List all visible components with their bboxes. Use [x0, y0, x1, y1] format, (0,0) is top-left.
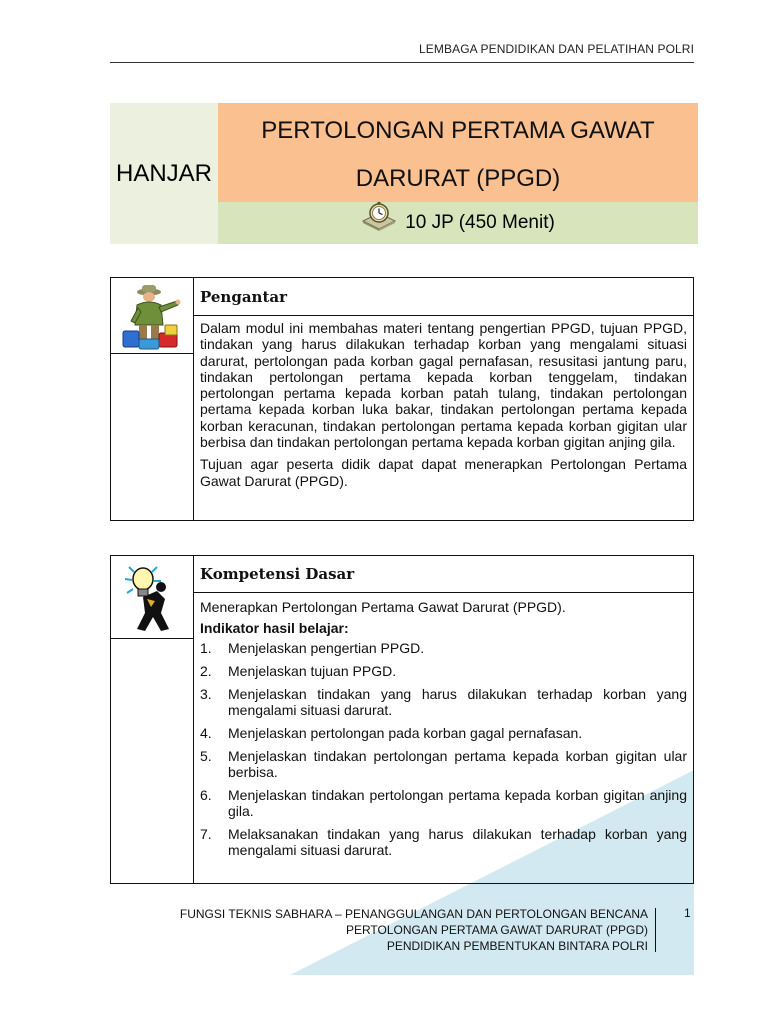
kompetensi-heading: Kompetensi Dasar	[194, 556, 693, 593]
kompetensi-content	[194, 599, 693, 865]
title-block	[110, 103, 698, 244]
module-title	[218, 103, 698, 202]
footer-line-2: PERTOLONGAN PERTAMA GAWAT DARURAT (PPGD)	[345, 923, 648, 937]
footer-divider	[655, 908, 656, 952]
lightbulb-idea-icon	[111, 556, 193, 639]
list-item: 6. Menjelaskan tindakan pertolongan pertama kepada korban gigitan anjing gila.	[200, 787, 687, 819]
pengantar-heading: Pengantar	[194, 278, 693, 316]
module-title-line1: PERTOLONGAN PERTAMA GAWAT	[261, 116, 655, 144]
list-item: 2. Menjelaskan tujuan PPGD.	[200, 663, 397, 679]
list-item: 5. Menjelaskan tindakan pertolongan pertama kepada korban gigitan ular berbisa.	[200, 748, 687, 780]
page-number: 1	[684, 906, 691, 920]
duration-row	[218, 202, 698, 244]
pengantar-paragraph-2: Tujuan agar peserta didik dapat dapat menerapkan Pertolongan Pertama Gawat Darurat (PPGD).	[200, 456, 687, 489]
page-footer	[150, 906, 648, 954]
footer-line-1: FUNGSI TEKNIS SABHARA – PENANGGULANGAN DAN PERTOLONGAN BENCANA	[179, 907, 648, 921]
list-item: 7. Melaksanakan tindakan yang harus dilakukan terhadap korban yang mengalami situasi darurat.	[200, 826, 687, 858]
institution-header: LEMBAGA PENDIDIKAN DAN PELATIHAN POLRI	[419, 42, 694, 56]
module-title-line2: DARURAT (PPGD)	[355, 164, 561, 192]
hanjar-label: HANJAR	[110, 103, 218, 244]
list-item: 4. Menjelaskan pertolongan pada korban gagal pernafasan.	[200, 725, 583, 741]
indicator-list	[200, 640, 687, 858]
pengantar-paragraph-1: Dalam modul ini membahas materi tentang pengertian PPGD, tujuan PPGD, tindakan yang harus dilakukan terhadap korban yang mengalami situasi darurat, pertolongan pada korban gagal pernafasan, resusitasi jantung paru, tindakan pertolongan pertama kepada korban tenggelam, tindakan pertolongan pertama kepada korban patah tulang, tindakan pertolongan pertama kepada korban luka bakar, tindakan pertolongan pertama kepada korban keracunan, tindakan pertolongan pertama kepada korban gigitan ular berbisa dan tindakan pertolongan pertama kepada korban gigitan anjing gila.	[200, 320, 687, 451]
kompetensi-box	[110, 555, 694, 884]
header-rule	[110, 62, 694, 63]
duration-text: 10 JP (450 Menit)	[405, 212, 555, 233]
list-item: 3. Menjelaskan tindakan yang harus dilakukan terhadap korban yang mengalami situasi darurat.	[200, 686, 687, 718]
footer-line-3: PENDIDIKAN PEMBENTUKAN BINTARA POLRI	[386, 939, 648, 953]
pengantar-content	[194, 320, 693, 489]
pengantar-box	[110, 277, 694, 521]
indicator-label: Indikator hasil belajar:	[200, 620, 349, 636]
clock-icon	[361, 201, 397, 237]
list-item: 1. Menjelaskan pengertian PPGD.	[200, 640, 425, 656]
kompetensi-intro: Menerapkan Pertolongan Pertama Gawat Darurat (PPGD).	[200, 599, 566, 615]
explorer-figure-icon	[111, 278, 193, 354]
